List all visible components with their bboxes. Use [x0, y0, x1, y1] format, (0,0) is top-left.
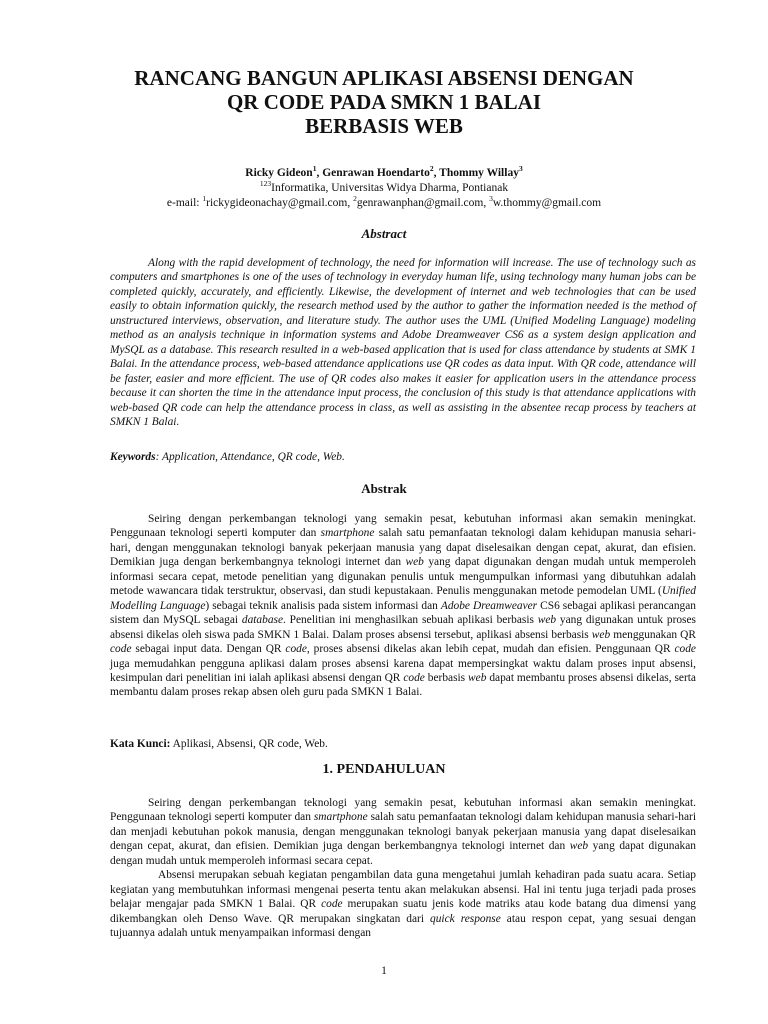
author-block	[60, 166, 708, 211]
abstrak-text: Seiring dengan perkembangan teknologi yang semakin pesat, kebutuhan informasi akan semakin meningkat. Penggunaan teknologi seperti komputer dan smartphone salah satu pemanfaatan teknologi dalam kehidupan manusia sehari-hari, dengan menggunakan teknologi banyak pekerjaan manusia yang dapat diselesaikan dengan cepat, akurat, dan efisien. Demikian juga dengan berkembangnya teknologi internet dan web yang dapat digunakan dengan mudah untuk memperoleh informasi secara cepat, metode penelitian yang digunakan penulis untuk mengumpulkan informasi yang dibutuhkan adalah metode wawancara tidak terstruktur, observasi, dan studi kepustakaan. Penulis menggunakan metode pemodelan UML (Unified Modelling Language) sebagai teknik analisis pada sistem informasi dan Adobe Dreamweaver CS6 sebagai aplikasi perancangan sistem dan MySQL sebagai database. Penelitian ini menghasilkan sebuah aplikasi berbasis web yang digunakan untuk proses absensi dikelas oleh siswa pada SMKN 1 Balai. Dalam proses absensi tersebut, aplikasi absensi berbasis web menggunakan QR code sebagai input data. Dengan QR code, proses absensi dikelas akan lebih cepat, mudah dan efisien. Penggunaan QR code juga memudahkan pengguna aplikasi dalam proses absensi karena dapat mempersingkat waktu dalam proses input absensi, kesimpulan dari penelitian ini ialah aplikasi absensi dengan QR code berbasis web dapat membantu proses absensi dikelas, serta membantu dalam proses rekap absen oleh guru pada SMKN 1 Balai.	[110, 513, 696, 699]
paragraph-2: Absensi merupakan sebuah kegiatan pengambilan data guna mengetahui jumlah kehadiran pada suatu acara. Setiap kegiatan yang membutuhkan informasi mengenai peserta tentu akan melakukan absensi. Hal ini tentu juga terjadi pada proses belajar mengajar pada SMKN 1 Balai. QR code merupakan suatu jenis kode matriks atau kode batang dua dimensi yang dikembangkan oleh Denso Wave. QR merupakan singkatan dari quick response atau respon cepat, yang sesuai dengan tujuannya adalah untuk menyampaikan informasi dengan	[110, 869, 696, 940]
keywords-text: : Application, Attendance, QR code, Web.	[155, 451, 345, 463]
email-3: w.thommy@gmail.com	[492, 197, 602, 209]
paper-title	[60, 66, 708, 138]
email-1-sup: 1	[202, 194, 207, 204]
section-body-pendahuluan	[110, 796, 696, 941]
author-1-sup: 1	[312, 164, 317, 174]
affiliation-sup: 123	[259, 179, 272, 189]
kata-kunci	[110, 737, 696, 751]
title-line-3: BERBASIS WEB	[305, 114, 463, 138]
email-1: rickygideonachay@gmail.com	[206, 197, 348, 209]
section-heading-pendahuluan: 1. PENDAHULUAN	[322, 762, 446, 777]
title-line-2: QR CODE PADA SMKN 1 BALAI	[226, 90, 542, 114]
email-3-sup: 3	[489, 194, 493, 204]
email-line: e-mail: $^1$rickygideonachay@gmail.com, $^2$genrawanphan@gmail.com, $^3$w.thommy@gmail.com	[166, 194, 602, 209]
abstract-heading: Abstract	[361, 226, 407, 241]
affiliation	[60, 181, 708, 196]
author-3-sup: 3	[518, 164, 523, 174]
author-3: Thommy Willay	[439, 167, 519, 179]
email-prefix: e-mail:	[166, 197, 203, 209]
affiliation-text: Informatika, Universitas Widya Dharma, Pontianak	[271, 182, 509, 194]
keywords	[110, 450, 696, 464]
author-names: Ricky Gideon$^1$, Genrawan Hoendarto$^2$, Thommy Willay$^3$	[245, 164, 523, 179]
abstrak-heading: Abstrak	[361, 481, 407, 496]
page-number: 1	[381, 965, 387, 977]
author-1: Ricky Gideon	[245, 167, 313, 179]
author-2-sup: 2	[429, 164, 434, 174]
kata-kunci-label: Kata Kunci:	[110, 738, 171, 750]
author-2: Genrawan Hoendarto	[322, 167, 430, 179]
email-2: genrawanphan@gmail.com	[356, 197, 484, 209]
keywords-label: Keywords	[110, 451, 156, 463]
kata-kunci-text: Aplikasi, Absensi, QR code, Web.	[170, 738, 328, 750]
title-line-1: RANCANG BANGUN APLIKASI ABSENSI DENGAN	[134, 66, 634, 90]
abstract-text: Along with the rapid development of technology, the need for information will increase. The use of technology such as computers and smartphones is one of the uses of technology in everyday human life, using technology many human jobs can be completed quickly, accurately, and efficiently. Likewise, the development of internet and web technologies that can be used easily to obtain information quickly, the research method used by the author to gather the information needed is the method of unstructured interviews, observation, and literature study. The author uses the UML (Unified Modeling Language) modeling method as an analysis technique in information systems and Adobe Dreamweaver CS6 as a system design application and MySQL as a database. This research resulted in a web-based application that is used for class attendance by students at SMK 1 Balai. In the attendance process, web-based attendance applications use QR codes as data input. With QR code, attendance will be faster, easier and more efficient. The use of QR codes also makes it easier for application users in the attendance process because it can shorten the time in the attendance input process, the conclusion of this study is that attendance applications with web-based QR code can help the attendance process in class, as well as assisting in the absentee recap process by teachers at SMKN 1 Balai.	[110, 257, 696, 428]
email-2-sup: 2	[353, 194, 357, 204]
paragraph-1: Seiring dengan perkembangan teknologi yang semakin pesat, kebutuhan informasi akan semakin meningkat. Penggunaan teknologi seperti komputer dan smartphone salah satu pemanfaatan teknologi dalam kehidupan manusia sehari-hari dan menjadi kebutuhan pokok manusia, dengan menggunakan teknologi banyak pekerjaan manusia yang dapat diselesaikan dengan cepat, akurat, dan efisien. Demikian juga dengan berkembangnya teknologi internet dan web yang dapat digunakan dengan mudah untuk memperoleh informasi secara cepat.	[110, 797, 697, 867]
